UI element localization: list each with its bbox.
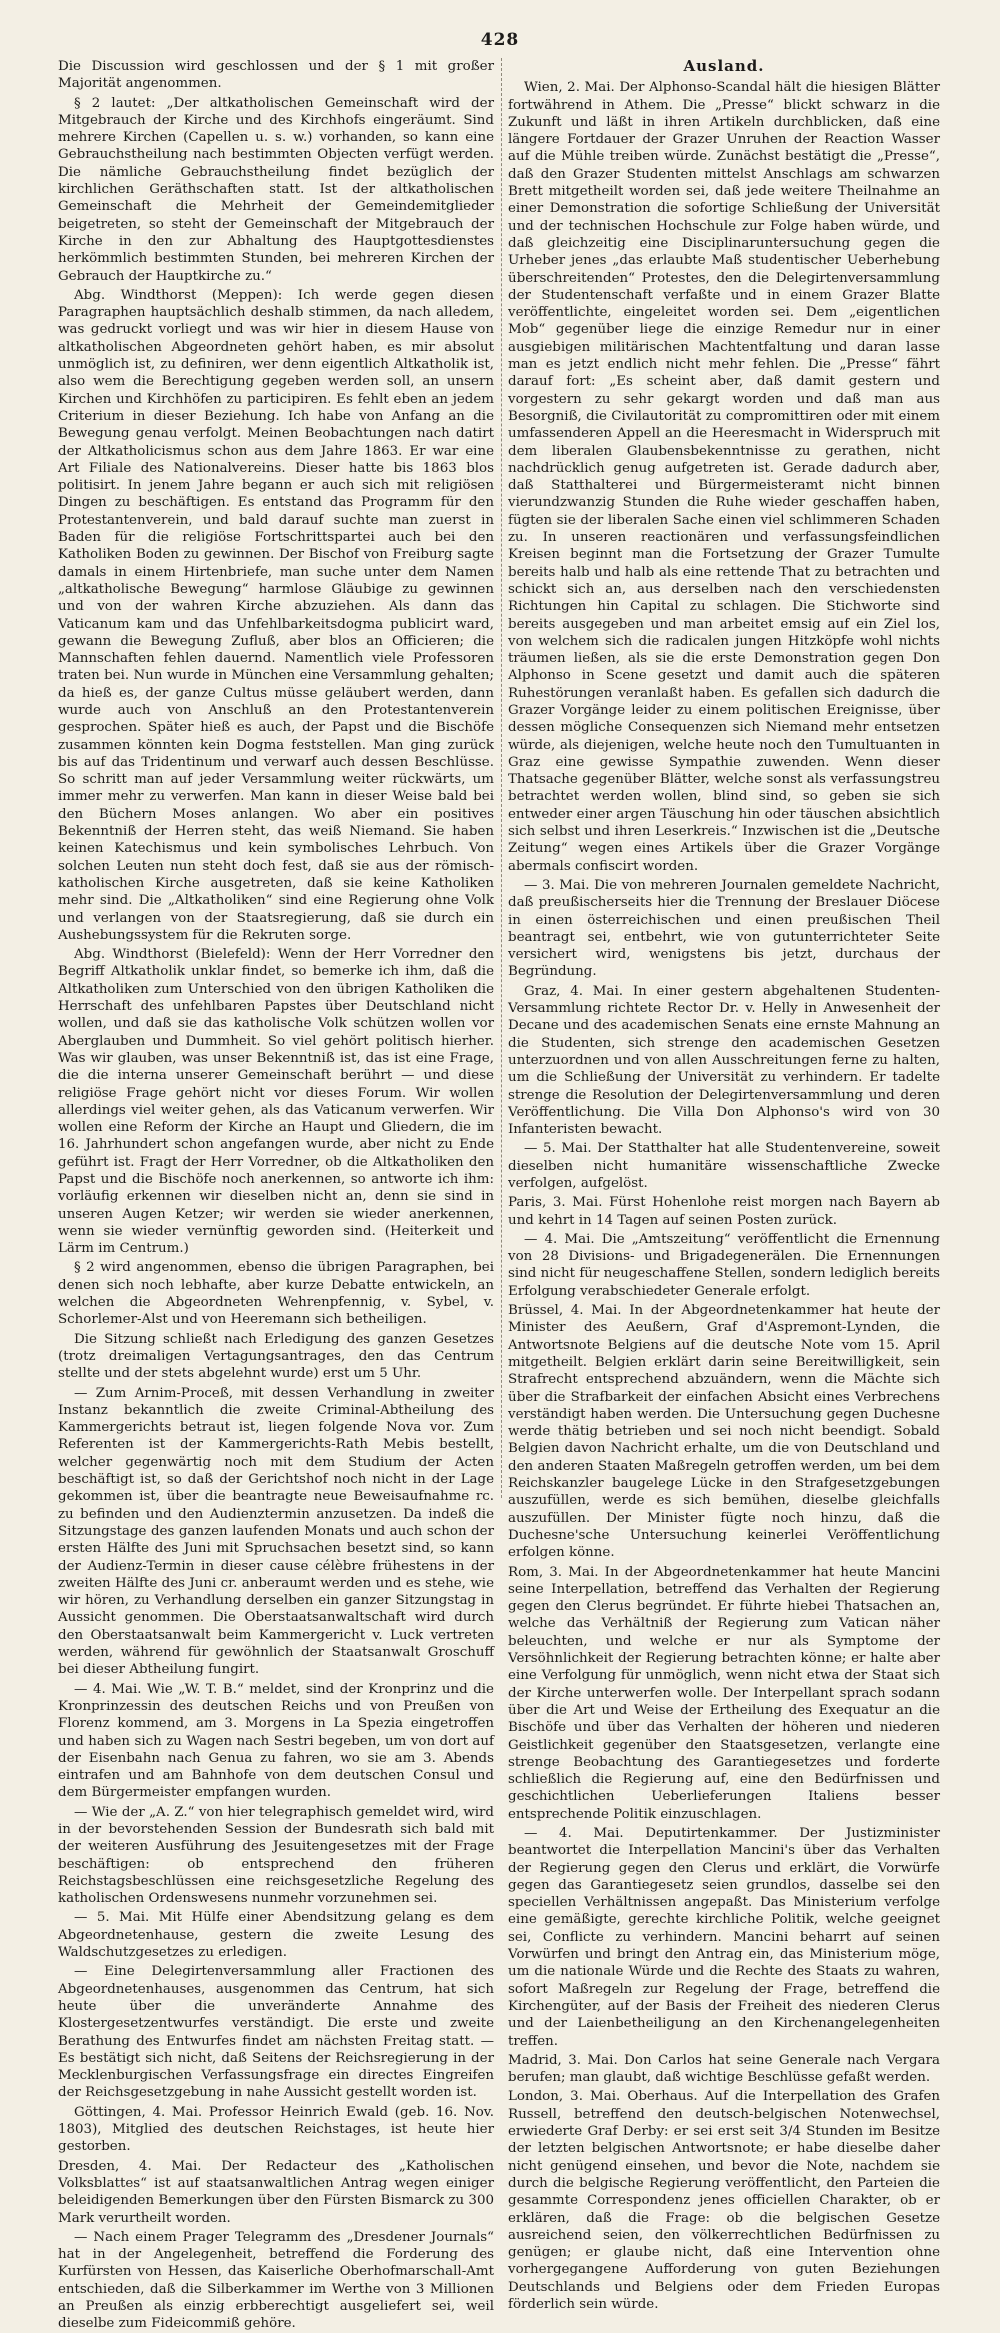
page-number: 428 — [480, 30, 520, 50]
paragraph: — Zum Arnim-Proceß, mit dessen Verhandlung in zweiter Instanz bekanntlich die zweite Criminal-Abtheilung des Kammergerichts betraut ist, liegen folgende Nova vor. Zum Referenten ist der Kammergerichts-Rath Mebis bestellt, welcher gegenwärtig noch mit dem Studium der Acten beschäftigt ist, so daß der Gerichtshof noch nicht in der Lage gekommen ist, über die beantragte neue Beweisaufnahme rc. zu befinden und den Audienztermin anzusetzen. Da indeß die Sitzungstage des ganzen laufenden Monats und auch schon der ersten Hälfte des Juni mit Spruchsachen besetzt sind, so kann der Audienz-Termin in dieser cause célèbre frühestens in der zweiten Hälfte des Juni cr. anberaumt werden und es stehe, wie wir hören, zu Verhandlung derselben ein ganzer Sitzungstag in Aussicht genommen. Die Oberstaatsanwaltschaft wird durch den Oberstaatsanwalt beim Kammergericht v. Luck vertreten werden, während für gewöhnlich der Staatsanwalt Groschuff bei dieser Abtheilung fungirt. — [58, 1385, 494, 1678]
paragraph: — 5. Mai. Der Statthalter hat alle Studentenvereine, soweit dieselben nicht humanitäre wissenschaftliche Zwecke verfolgen, aufgelöst. — [508, 1141, 940, 1191]
paragraph: Brüssel, 4. Mai. In der Abgeordnetenkammer hat heute der Minister des Aeußern, Graf d'Aspremont-Lynden, die Antwortsnote Belgiens auf die deutsche Note vom 15. April mitgetheilt. Belgien erklärt darin seine Bereitwilligkeit, sein Strafrecht entsprechend abzuändern, wenn die Mächte sich über die Strafbarkeit der einfachen Absicht eines Verbrechens verständigt haben werden. Die Untersuchung gegen Duchesne werde thätig betrieben und sei noch nicht beendigt. Sobald Belgien davon Nachricht erhalte, um die von Deutschland und den anderen Staaten Maßregeln getroffen werden, um bei dem Reichskanzler baugelege Lücke in den Strafgesetzgebungen auszufüllen, werde es sich bemühen, dieselbe gleichfalls auszufüllen. Der Minister fügte noch hinzu, daß die Duchesne'sche Untersuchung keinerlei Veröffentlichung erfolgen könne. — [508, 1303, 940, 1561]
paragraph: — Nach einem Prager Telegramm des „Dresdener Journals“ hat in der Angelegenheit, betreffend die Forderung des Kurfürsten von Hessen, das Kaiserliche Oberhofmarschall-Amt entschieden, daß die Silberkammer im Werthe von 3 Millionen an Preußen als einzig erbberechtigt ausgeliefert sei, weil dieselbe zum Fideicommiß gehöre. — [58, 2229, 494, 2332]
column-divider — [501, 58, 503, 1498]
paragraph: § 2 lautet: „Der altkatholischen Gemeinschaft wird der Mitgebrauch der Kirche und des Kirchhofs eingeräumt. Sind mehrere Kirchen (Capellen u. s. w.) vorhanden, so kann eine Gebrauchstheilung nach bestimmten Objecten verfügt werden. Die nämliche Gebrauchstheilung findet bezüglich der kirchlichen Geräthschaften statt. Ist der altkatholischen Gemeinschaft die Mehrheit der Gemeindemitglieder beigetreten, so steht der Gemeinschaft der Mitgebrauch der Kirche in den zur Abhaltung des Hauptgottesdienstes herkömmlich bestimmten Stunden, bei mehreren Kirchen der Gebrauch der Hauptkirche zu.“ — [58, 95, 494, 284]
paragraph: Abg. Windthorst (Meppen): Ich werde gegen diesen Paragraphen hauptsächlich deshalb stimmen, da nach alledem, was gedruckt vorliegt und was wir hier in diesem Hause von altkatholischen Abgeordneten gehört haben, es mir absolut unmöglich ist, zu definiren, wer denn eigentlich Altkatholik ist, also wem die Berechtigung gegeben werden soll, an unsern Kirchen und Kirchhöfen zu participiren. Es fehlt eben an jedem Criterium in dieser Beziehung. Ich habe von Anfang an die Bewegung genau verfolgt. Meinen Beobachtungen nach datirt der Altkatholicismus schon aus dem Jahre 1863. Er war eine Art Filiale des Nationalvereins. Dieser hatte bis 1863 blos politisirt. In jenem Jahre begann er auch sich mit religiösen Dingen zu beschäftigen. Es entstand das Programm für den Protestantenverein, und bald darauf suchte man zuerst in Baden für die religiöse Fortschrittspartei auch bei den Katholiken Boden zu gewinnen. Der Bischof von Freiburg sagte damals in einem Hirtenbriefe, man suche unter dem Namen „altkatholische Bewegung“ harmlose Gläubige zu gewinnen und von der wahren Kirche abzuziehen. Als dann das Vaticanum kam und das Unfehlbarkeitsdogma publicirt ward, gewann die Bewegung Zufluß, aber blos an Officieren; die Mannschaften fehlen dauernd. Namentlich viele Professoren traten bei. Nun wurde in München eine Versammlung gehalten; da hieß es, der ganze Cultus müsse geläubert werden, dann wurde auch von Anschluß an den Protestantenverein gesprochen. Später hieß es auch, der Papst und die Bischöfe zusammen könnten kein Dogma feststellen. Man ging zurück bis auf das Tridentinum und verwarf auch dessen Beschlüsse. So schritt man auf jeder Versammlung weiter rückwärts, um immer mehr zu verwerfen. Man kann in dieser Weise bald bei den Büchern Moses anlangen. Wo aber ein positives Bekenntniß der Herren steht, das weiß Niemand. Sie haben keinen Katechismus und kein symbolisches Lehrbuch. Von solchen Leuten nun steht doch fest, daß sie aus der römisch-katholischen Kirche ausgetreten, daß sie keine Katholiken mehr sind. Die „Altkatholiken“ sind eine Regierung ohne Volk und verlangen von der Staatsregierung, daß sie durch ein Aushebungssystem für die Rekruten sorge. — [58, 287, 494, 943]
paragraph: — Wie der „A. Z.“ von hier telegraphisch gemeldet wird, wird in der bevorstehenden Session der Bundesrath sich bald mit der weiteren Ausführung des Jesuitengesetzes mit der Frage beschäftigen: ob entsprechend den früheren Reichstagsbeschlüssen eine reichsgesetzliche Regelung des katholischen Ordenswesens nunmehr vorzunehmen sei. — [58, 1804, 494, 1907]
paragraph: Die Sitzung schließt nach Erledigung des ganzen Gesetzes (trotz dreimaligen Vertagungsantrages, den das Centrum stellte und der stets abgelehnt wurde) erst um 5 Uhr. — [58, 1331, 494, 1382]
paragraph: § 2 wird angenommen, ebenso die übrigen Paragraphen, bei denen sich noch lebhafte, aber kurze Debatte entwickeln, an welchen die Abgeordneten Wehrenpfennig, v. Sybel, v. Schorlemer-Alst und von Heeremann sich betheiligen. — [58, 1260, 494, 1328]
paragraph: — 3. Mai. Die von mehreren Journalen gemeldete Nachricht, daß preußischerseits hier die Trennung der Breslauer Diöcese in einen österreichischen und einen preußischen Theil beantragt sei, entbehrt, wie von gutunterrichteter Seite versichert wird, wenigstens bis jetzt, durchaus der Begründung. — [508, 877, 940, 980]
paragraph: Rom, 3. Mai. In der Abgeordnetenkammer hat heute Mancini seine Interpellation, betreffend das Verhalten der Regierung gegen den Clerus begründet. Er führte hiebei Thatsachen an, welche das Verhältniß der Regierung zum Vatican näher beleuchten, und welche er nur als Symptome der Versöhnlichkeit der Regierung betrachten könne; er halte aber eine Verfolgung für unmöglich, wenn nicht etwa der Staat sich der Kirche unterwerfen wolle. Der Interpellant sprach sodann über die Art und Weise der Ertheilung des Exequatur an die Bischöfe und über das Verhalten der höheren und niederen Geistlichkeit gegenüber den Staatsgesetzen, verlangte eine strenge Beobachtung des Garantiegesetzes und forderte schließlich die Regierung auf, eine den Bedürfnissen und geschichtlichen Ueberlieferungen Italiens besser entsprechende Politik einzuschlagen. — [508, 1564, 940, 1822]
right-column — [508, 57, 940, 2312]
paragraph: Paris, 3. Mai. Fürst Hohenlohe reist morgen nach Bayern ab und kehrt in 14 Tagen auf seinen Posten zurück. — [508, 1195, 940, 1228]
section-heading: Ausland. — [683, 57, 765, 75]
paragraph: Die Discussion wird geschlossen und der § 1 mit großer Majorität angenommen. — [58, 59, 494, 92]
paragraph: Wien, 2. Mai. Der Alphonso-Scandal hält die hiesigen Blätter fortwährend in Athem. Die „Presse“ blickt schwarz in die Zukunft und läßt in ihren Artikeln durchblicken, daß eine längere Fortdauer der Grazer Unruhen der Reaction Wasser auf die Mühle treiben würde. Zunächst bestätigt die „Presse“, daß den Grazer Studenten mittelst Anschlags am schwarzen Brett mitgetheilt worden sei, daß jede weitere Theilnahme an einer Demonstration die sofortige Schließung der Universität und der technischen Hochschule zur Folge haben würde, und daß gleichzeitig eine Disciplinaruntersuchung gegen die Urheber jenes „das erlaubte Maß studentischer Ueberhebung überschreitenden“ Protestes, den die Delegirtenversammlung der Studentenschaft verfaßte und in einem Grazer Blatte veröffentlichte, eingeleitet worden sei. Dem „eigentlichen Mob“ gegenüber liege die einzige Remedur nur in einer ausgiebigen militärischen Machtentfaltung und daran lasse man es jetzt endlich nicht mehr fehlen. Die „Presse“ fährt darauf fort: „Es scheint aber, daß damit gestern und vorgestern zu sehr gekargt worden und daß man aus Besorgniß, die Civilautorität zu compromittiren oder mit einem umfassenderen Appell an die Heeresmacht in Widerspruch mit dem liberalen Glaubensbekenntnisse zu gerathen, nicht nachdrücklich genug aufgetreten ist. Gerade dadurch aber, daß Statthalterei und Bürgermeisteramt nicht binnen vierundzwanzig Stunden die Ruhe wieder geschaffen haben, fügten sie der liberalen Sache einen viel schlimmeren Schaden zu. In unseren reactionären und verfassungsfeindlichen Kreisen beginnt man die Fortsetzung der Grazer Tumulte bereits halb und halb als eine rettende That zu betrachten und schickt sich an, aus derselben nach den verschiedensten Richtungen hin Capital zu schlagen. Die Stichworte sind bereits ausgegeben und man arbeitet emsig auf ein Ziel los, von welchem sich die radicalen jungen Hitzköpfe wohl nichts träumen ließen, als sie die erste Demonstration gegen Don Alphonso in Scene gesetzt und damit auch die späteren Ruhestörungen veranlaßt haben. Es gefallen sich dadurch die Grazer Vorgänge leider zu einem politischen Ereignisse, über dessen mögliche Consequenzen sich Niemand mehr entsetzen würde, als diejenigen, welche heute noch den Tumultuanten in Graz eine gewisse Sympathie zuwenden. Wenn dieser Thatsache gegenüber Blätter, welche sonst als verfassungstreu betrachtet werden wollen, blind sind, so geben sie sich entweder einer argen Täuschung hin oder täuschen absichtlich sich selbst und ihren Leserkreis.“ Inzwischen ist die „Deutsche Zeitung“ wegen eines Artikels über die Grazer Vorgänge abermals confiscirt worden. — [508, 80, 940, 874]
paragraph: — 5. Mai. Mit Hülfe einer Abendsitzung gelang es dem Abgeordnetenhause, gestern die zweite Lesung des Waldschutzgesetzes zu erledigen. — [58, 1910, 494, 1961]
paragraph: — 4. Mai. Wie „W. T. B.“ meldet, sind der Kronprinz und die Kronprinzessin des deutschen Reichs und von Preußen von Florenz kommend, am 3. Morgens in La Spezia eingetroffen und haben sich zu Wagen nach Sestri begeben, um von dort auf der Eisenbahn nach Genua zu fahren, wo sie am 3. Abends eintrafen und am Bahnhofe von dem deutschen Consul und dem Bürgermeister empfangen wurden. — [58, 1681, 494, 1801]
paragraph: — 4. Mai. Die „Amtszeitung“ veröffentlicht die Ernennung von 28 Divisions- und Brigadegenerälen. Die Ernennungen sind nicht für neugeschaffene Stellen, sondern lediglich bereits Erfolgung verabschiedeter Generale erfolgt. — [508, 1231, 940, 1299]
paragraph: Dresden, 4. Mai. Der Redacteur des „Katholischen Volksblattes“ ist auf staatsanwaltlichen Antrag wegen einiger beleidigenden Bemerkungen über den Fürsten Bismarck zu 300 Mark verurtheilt worden. — [58, 2158, 494, 2226]
left-column — [58, 58, 494, 2332]
paragraph: Göttingen, 4. Mai. Professor Heinrich Ewald (geb. 16. Nov. 1803), Mitglied des deutschen Reichstages, ist heute hier gestorben. — [58, 2104, 494, 2155]
paragraph: Abg. Windthorst (Bielefeld): Wenn der Herr Vorredner den Begriff Altkatholik unklar findet, so bemerke ich ihm, daß die Altkatholiken zum Unterschied von den übrigen Katholiken die Herrschaft des unfehlbaren Papstes über Deutschland nicht wollen, und daß sie das katholische Volk schützen wollen vor Aberglauben und Dummheit. So viel gehört politisch hierher. Was wir glauben, was unser Bekenntniß ist, das ist eine Frage, die die interna unserer Gemeinschaft berührt — und diese religiöse Frage gehört nicht vor dieses Forum. Wir wollen allerdings viel weiter gehen, als das Vaticanum verwerfen. Wir wollen eine Reform der Kirche an Haupt und Gliedern, die im 16. Jahrhundert schon angefangen wurde, aber nicht zu Ende geführt ist. Fragt der Herr Vorredner, ob die Altkatholiken den Papst und die Bischöfe noch anerkennen, so antworte ich ihm: vorläufig erkennen wir dieselben nicht an, denn sie sind in unseren Augen Ketzer; wir werden sie wieder anerkennen, wenn sie wieder vernünftig geworden sind. (Heiterkeit und Lärm im Centrum.) — [58, 947, 494, 1257]
paragraph: — Eine Delegirtenversammlung aller Fractionen des Abgeordnetenhauses, ausgenommen das Centrum, hat sich heute über die unveränderte Annahme des Klostergesetzentwurfes verständigt. Die erste und zweite Berathung des Entwurfes findet am nächsten Freitag statt. — Es bestätigt sich nicht, daß Seitens der Reichsregierung in der Mecklenburgischen Verfassungsfrage ein directes Eingreifen der Reichsgesetzgebung in nahe Aussicht gestellt worden ist. — [58, 1964, 494, 2101]
paragraph: Graz, 4. Mai. In einer gestern abgehaltenen Studenten-Versammlung richtete Rector Dr. v. Helly in Anwesenheit der Decane und des academischen Senats eine ernste Mahnung an die Studenten, sich strenge den academischen Gesetzen unterzuordnen und von allen Ausschreitungen ferne zu halten, um die Schließung der Universität zu verhindern. Er tadelte strenge die Resolution der Delegirtenversammlung und deren Veröffentlichung. Die Villa Don Alphonso's wird von 30 Infanteristen bewacht. — [508, 983, 940, 1138]
paragraph: Madrid, 3. Mai. Don Carlos hat seine Generale nach Vergara berufen; man glaubt, daß wichtige Beschlüsse gefaßt werden. — [508, 2052, 940, 2086]
paragraph: — 4. Mai. Deputirtenkammer. Der Justizminister beantwortet die Interpellation Mancini's über das Verhalten der Regierung gegen den Clerus und erklärt, die Vorwürfe gegen das Garantiegesetz seien grundlos, dasselbe sei den speciellen Verhältnissen angepaßt. Das Ministerium verfolge eine gemäßigte, gerechte kirchliche Politik, welche geeignet sei, Conflicte zu verhindern. Mancini beharrt auf seinen Vorwürfen und bringt den Antrag ein, das Ministerium möge, um die nationale Würde und die Rechte des Staats zu wahren, sofort Maßregeln zur Regelung der Frage, betreffend die Kirchengüter, auf der Basis der Freiheit des niederen Clerus und der Laienbetheiligung an den Kirchenangelegenheiten treffen. — [508, 1825, 940, 2049]
paragraph: London, 3. Mai. Oberhaus. Auf die Interpellation des Grafen Russell, betreffend den deutsch-belgischen Notenwechsel, erwiederte Graf Derby: er sei erst seit 3/4 Stunden im Besitze der letzten belgischen Antwortsnote; er habe dieselbe daher nicht genügend einsehen, und bevor die Note, nachdem sie durch die belgische Regierung veröffentlicht, den Parteien die gesammte Correspondenz jenes officiellen Charakter, ob er erklären, daß die Frage: ob die belgischen Gesetze ausreichend seien, den völkerrechtlichen Bedürfnissen zu genügen; er glaube nicht, daß eine Intervention ohne vorhergegangene Aufforderung von guten Beziehungen Deutschlands und Belgiens oder dem Frieden Europas förderlich sein würde. — [508, 2089, 940, 2312]
